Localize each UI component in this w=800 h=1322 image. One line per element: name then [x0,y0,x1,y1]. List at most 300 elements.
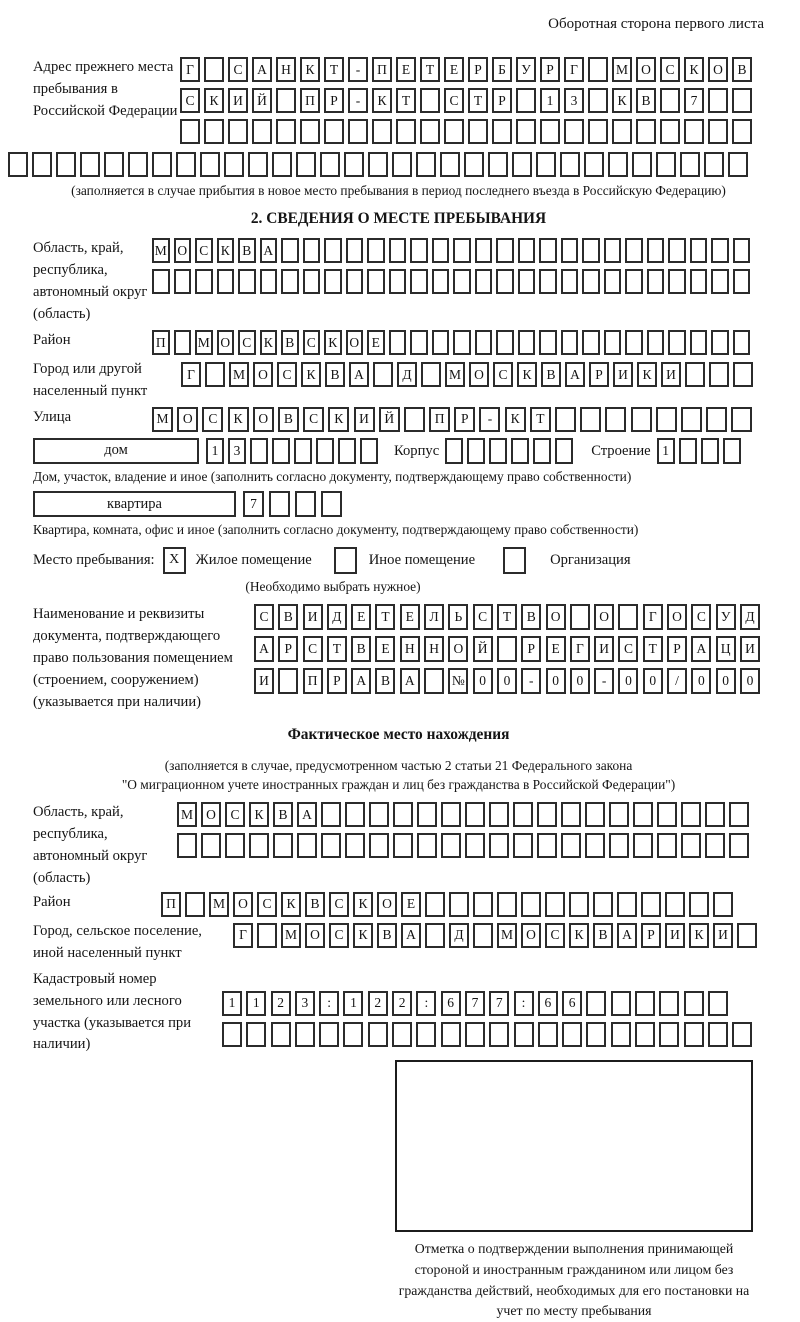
char-cell: С [691,604,711,630]
char-cell [420,88,440,113]
char-cell [706,407,727,432]
prev-address-label: Адрес прежнего места пребывания в Российской Федерации [33,59,178,119]
char-cell [521,892,541,917]
char-cell [665,892,685,917]
char-cell: 0 [497,668,517,694]
char-cell: С [238,330,256,355]
char-cell [582,269,600,294]
char-cell: К [637,362,657,387]
char-cell [588,57,608,82]
char-cell: 7 [489,991,509,1016]
char-cell [633,833,653,858]
char-cell [281,269,299,294]
char-cell: 2 [368,991,388,1016]
char-cell: Н [400,636,420,662]
char-cell [369,833,389,858]
char-cell: Т [396,88,416,113]
char-cell [389,238,407,263]
char-cell [425,892,445,917]
char-cell: А [252,57,272,82]
char-cell [473,892,493,917]
char-cell: Р [454,407,475,432]
char-cell: Е [375,636,395,662]
char-cell [272,438,290,464]
char-cell [690,238,708,263]
char-cell [708,88,728,113]
char-row [254,668,764,694]
char-cell: - [348,57,368,82]
char-cell: 1 [540,88,560,113]
char-cell [177,833,197,858]
other-premises-label: Иное помещение [368,552,476,569]
char-cell: С [660,57,680,82]
char-row [152,407,757,432]
char-cell: О [546,604,566,630]
char-cell [684,1022,704,1047]
char-cell: Е [401,892,421,917]
char-cell [492,119,512,144]
char-cell: 3 [295,991,315,1016]
char-cell [684,119,704,144]
char-cell: - [479,407,500,432]
char-cell [467,438,485,464]
char-cell: А [349,362,369,387]
char-cell: К [217,238,235,263]
char-cell [732,1022,752,1047]
char-cell [316,438,334,464]
char-row [180,88,756,113]
char-cell [343,1022,363,1047]
char-cell: П [152,330,170,355]
char-cell: В [351,636,371,662]
char-cell [496,330,514,355]
char-cell [80,152,100,177]
char-cell: 1 [246,991,266,1016]
char-cell: А [260,238,278,263]
char-row [180,119,756,144]
char-cell [705,833,725,858]
char-cell [417,833,437,858]
char-row [152,269,754,294]
char-cell: 1 [206,438,224,464]
char-cell: Т [530,407,551,432]
char-cell: К [684,57,704,82]
char-cell [152,152,172,177]
char-cell [488,152,508,177]
char-cell: О [448,636,468,662]
organization-label: Организация [550,552,631,569]
char-cell [225,833,245,858]
char-cell: Р [327,668,347,694]
char-cell: 0 [618,668,638,694]
char-cell [392,152,412,177]
char-cell: 0 [691,668,711,694]
char-cell: - [594,668,614,694]
city-field [33,359,764,403]
char-cell [513,802,533,827]
char-cell [580,407,601,432]
prev-address-cells [180,57,756,150]
char-cell: С [180,88,200,113]
char-cell [733,362,753,387]
char-cell [449,892,469,917]
char-cell: И [713,923,733,948]
char-cell [432,330,450,355]
char-cell [659,1022,679,1047]
char-cell [537,833,557,858]
char-cell [737,923,757,948]
char-cell: К [300,57,320,82]
char-cell [475,269,493,294]
char-cell: Р [324,88,344,113]
char-cell: 6 [562,991,582,1016]
char-cell [303,269,321,294]
char-cell: Д [449,923,469,948]
char-cell: С [303,636,323,662]
char-cell: 1 [222,991,242,1016]
char-cell [367,238,385,263]
char-cell [32,152,52,177]
char-cell: 7 [243,491,264,517]
char-cell: А [565,362,585,387]
char-cell [248,152,268,177]
char-cell [561,330,579,355]
char-cell [533,438,551,464]
char-cell [497,636,517,662]
char-cell [701,438,719,464]
char-cell: О [253,362,273,387]
char-cell: Ц [716,636,736,662]
char-cell [496,269,514,294]
char-cell [260,269,278,294]
char-cell: М [152,407,173,432]
char-cell [278,668,298,694]
char-cell: Д [327,604,347,630]
char-cell: К [569,923,589,948]
char-cell: У [516,57,536,82]
char-cell [453,330,471,355]
char-cell: С [277,362,297,387]
char-cell [564,119,584,144]
char-cell [204,57,224,82]
char-cell: С [545,923,565,948]
char-cell [360,438,378,464]
char-cell: Т [375,604,395,630]
char-cell [569,892,589,917]
char-cell: О [174,238,192,263]
region-label: Область, край, республика, автономный округ (область) [33,240,148,323]
char-cell: 1 [343,991,363,1016]
char-cell [728,152,748,177]
char-cell [389,269,407,294]
char-cell [560,152,580,177]
char-cell: 3 [228,438,246,464]
char-cell: К [353,892,373,917]
char-cell: Й [473,636,493,662]
char-cell: А [351,668,371,694]
district-field [33,330,764,355]
char-cell [348,119,368,144]
stamp-area [395,1060,753,1322]
char-cell [410,330,428,355]
char-cell [432,238,450,263]
char-cell: А [617,923,637,948]
char-cell [453,238,471,263]
char-cell [425,923,445,948]
char-cell: П [300,88,320,113]
char-cell [723,438,741,464]
actual-district-field [33,892,764,917]
char-cell: : [319,991,339,1016]
char-cell: И [594,636,614,662]
char-cell [393,802,413,827]
actual-region-field [33,802,764,890]
char-cell: : [514,991,534,1016]
char-cell [56,152,76,177]
char-cell: К [301,362,321,387]
cadastral-label: Кадастровый номер земельного или лесного участка (указывается при наличии) [33,970,192,1053]
char-cell [660,88,680,113]
char-cell: Р [667,636,687,662]
street-label: Улица [33,408,72,425]
char-cell [294,438,312,464]
char-cell [201,833,221,858]
char-cell: В [375,668,395,694]
char-cell [611,1022,631,1047]
char-cell [681,802,701,827]
char-cell [465,1022,485,1047]
char-cell: О [594,604,614,630]
char-cell [733,238,751,263]
char-cell [539,238,557,263]
char-cell [631,407,652,432]
char-cell: О [217,330,235,355]
char-cell [217,269,235,294]
char-cell [345,802,365,827]
street-field [33,407,764,432]
char-cell: Т [643,636,663,662]
char-cell [416,152,436,177]
char-cell: Р [641,923,661,948]
char-cell: К [324,330,342,355]
char-cell [604,238,622,263]
char-cell: 0 [570,668,590,694]
char-cell [324,238,342,263]
char-cell: Ь [448,604,468,630]
char-cell [257,923,277,948]
char-cell: М [177,802,197,827]
char-cell [8,152,28,177]
char-cell [604,330,622,355]
char-cell [346,269,364,294]
char-cell [440,152,460,177]
char-cell [540,119,560,144]
char-cell [372,119,392,144]
actual-city-field [33,921,764,965]
char-cell [421,362,441,387]
char-cell: Г [643,604,663,630]
char-cell [417,802,437,827]
char-row [152,330,754,355]
char-cell: П [303,668,323,694]
char-cell [271,1022,291,1047]
section2-title: 2. СВЕДЕНИЯ О МЕСТЕ ПРЕБЫВАНИЯ [250,210,547,228]
residential-label: Жилое помещение [195,552,312,569]
char-cell [705,802,725,827]
char-cell: А [254,636,274,662]
char-cell [338,438,356,464]
char-cell [185,892,205,917]
apartment-caption: Квартира, комната, офис и иное (заполнить согласно документу, подтверждающему право собственности) [33,522,639,538]
page-side-note: Оборотная сторона первого листа [548,16,764,32]
char-cell: А [400,668,420,694]
char-cell [276,88,296,113]
char-cell: В [593,923,613,948]
char-cell [536,152,556,177]
char-cell: К [228,407,249,432]
actual-district-label: Район [33,893,71,910]
char-cell [511,438,529,464]
char-cell [444,119,464,144]
char-cell: 0 [473,668,493,694]
char-cell [368,152,388,177]
char-cell [539,269,557,294]
char-cell [104,152,124,177]
char-cell [537,802,557,827]
char-cell [296,152,316,177]
char-cell: 0 [643,668,663,694]
char-cell [516,119,536,144]
char-cell [321,802,341,827]
char-cell [561,833,581,858]
char-cell: Г [570,636,590,662]
char-cell: 0 [740,668,760,694]
char-cell: Е [546,636,566,662]
char-cell: О [708,57,728,82]
char-cell [729,802,749,827]
char-cell [319,1022,339,1047]
char-cell: 3 [564,88,584,113]
stay-type-row [33,547,764,574]
char-cell: С [254,604,274,630]
char-cell [321,833,341,858]
char-row [180,57,756,82]
char-cell: С [444,88,464,113]
char-cell: И [254,668,274,694]
region-cells [152,238,754,300]
char-cell: В [305,892,325,917]
prev-address-caption: (заполняется в случае прибытия в новое место пребывания в период последнего въезда в Российскую Федерацию) [71,183,726,198]
actual-region-label: Область, край, республика, автономный округ (область) [33,804,148,887]
char-cell [489,802,509,827]
korpus-label: Корпус [394,442,440,459]
char-cell [570,604,590,630]
char-cell: 6 [441,991,461,1016]
char-cell [668,269,686,294]
char-cell: М [281,923,301,948]
char-cell [604,269,622,294]
char-cell [174,269,192,294]
char-cell: К [249,802,269,827]
char-cell [732,88,752,113]
char-cell: В [278,604,298,630]
char-cell [465,802,485,827]
char-cell: О [377,892,397,917]
char-cell [512,152,532,177]
char-cell [711,269,729,294]
char-cell [588,88,608,113]
char-cell [252,119,272,144]
organization-checkbox [503,547,526,574]
char-cell [681,833,701,858]
char-cell: П [372,57,392,82]
char-cell: К [689,923,709,948]
char-cell: Д [740,604,760,630]
char-row [657,438,745,464]
region-field [33,238,764,326]
char-cell: А [691,636,711,662]
char-cell: С [618,636,638,662]
char-cell: О [177,407,198,432]
char-cell [205,362,225,387]
char-cell [249,833,269,858]
char-cell: И [613,362,633,387]
char-row [254,604,764,630]
char-cell [295,1022,315,1047]
char-cell [441,802,461,827]
char-cell: С [303,330,321,355]
char-cell [300,119,320,144]
char-cell [297,833,317,858]
char-cell [617,892,637,917]
stroenie-label: Строение [591,442,651,459]
char-cell [713,892,733,917]
char-cell: - [521,668,541,694]
char-cell [585,802,605,827]
char-cell: - [348,88,368,113]
char-cell [152,269,170,294]
char-cell: К [204,88,224,113]
char-row [206,438,382,464]
char-cell: В [325,362,345,387]
char-cell: Р [278,636,298,662]
char-cell [633,802,653,827]
char-cell: 0 [716,668,736,694]
char-cell [609,833,629,858]
char-cell [180,119,200,144]
char-cell: Й [379,407,400,432]
char-cell [410,269,428,294]
char-cell [582,238,600,263]
char-cell [690,269,708,294]
char-cell: К [281,892,301,917]
char-cell: И [228,88,248,113]
char-cell: В [541,362,561,387]
stamp-box [395,1060,753,1232]
char-cell [128,152,148,177]
cadastral-field [33,969,764,1057]
char-cell: К [372,88,392,113]
actual-region-cells [177,802,753,864]
char-cell [465,833,485,858]
char-cell [441,833,461,858]
char-cell: С [303,407,324,432]
char-cell [731,407,752,432]
char-cell [276,119,296,144]
apartment-box-label: квартира [33,491,236,517]
char-cell [489,1022,509,1047]
char-cell [625,238,643,263]
